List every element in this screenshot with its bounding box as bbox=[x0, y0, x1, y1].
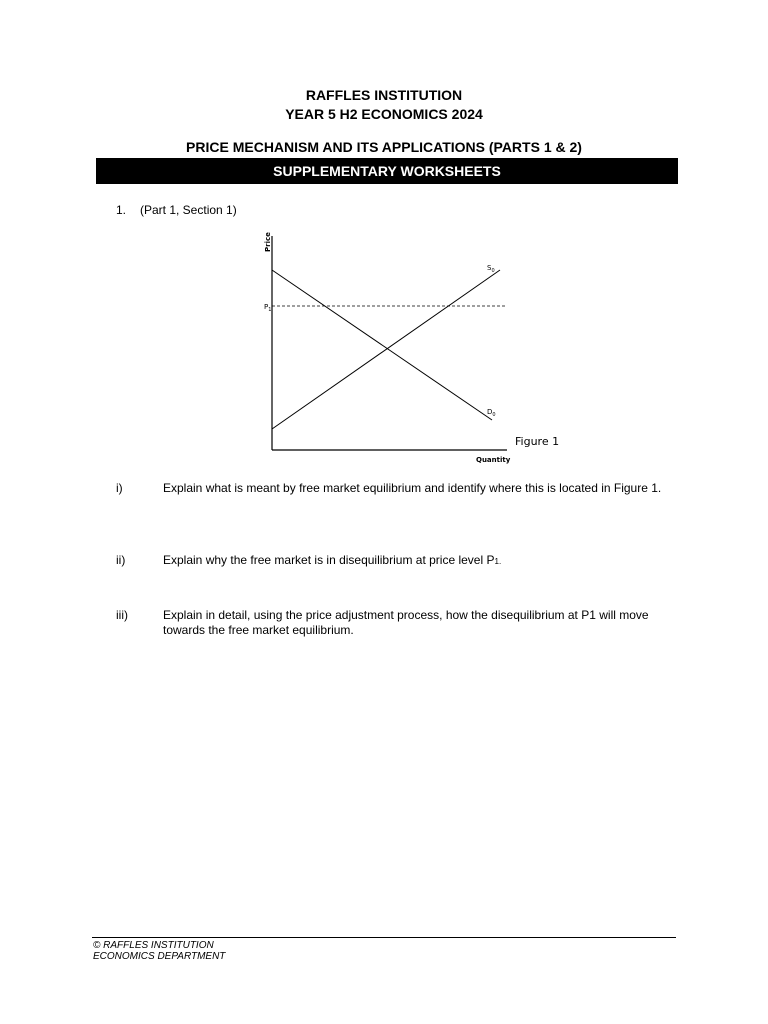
question-section: (Part 1, Section 1) bbox=[140, 203, 237, 217]
supply-label: $S_0$ bbox=[487, 264, 495, 274]
figure-caption: Figure 1 bbox=[515, 435, 560, 448]
worksheet-banner: SUPPLEMENTARY WORKSHEETS bbox=[96, 158, 678, 184]
course-title: YEAR 5 H2 ECONOMICS 2024 bbox=[285, 106, 483, 122]
subquestion-label-ii: ii) bbox=[116, 553, 126, 567]
subquestion-text-i: Explain what is meant by free market equilibrium and identify where this is located in Figure 1. bbox=[163, 481, 662, 495]
x-axis-label: Quantity bbox=[476, 456, 511, 464]
demand-label: $D_0$ bbox=[487, 408, 496, 418]
footer-copyright: © RAFFLES INSTITUTION bbox=[93, 940, 214, 951]
footer-divider bbox=[92, 937, 676, 938]
question-number: 1. bbox=[116, 203, 127, 217]
demand-curve-d0 bbox=[272, 270, 492, 420]
institution-title: RAFFLES INSTITUTION bbox=[305, 87, 463, 103]
topic-title: PRICE MECHANISM AND ITS APPLICATIONS (PARTS 1 & 2) bbox=[186, 139, 582, 155]
price-p1-label: $P_1$ bbox=[264, 303, 272, 313]
subquestion-text-ii: Explain why the free market is in disequilibrium at price level P1. bbox=[163, 553, 502, 567]
y-axis-label: Price bbox=[264, 232, 272, 252]
subquestion-text-iii: Explain in detail, using the price adjustment process, how the disequilibrium at P1 will move towards the free market equilibrium. bbox=[163, 608, 649, 637]
footer-department: ECONOMICS DEPARTMENT bbox=[93, 951, 226, 962]
figure-1-diagram bbox=[250, 228, 580, 468]
subquestion-label-iii: iii) bbox=[116, 608, 128, 622]
subquestion-label-i: i) bbox=[116, 481, 123, 495]
